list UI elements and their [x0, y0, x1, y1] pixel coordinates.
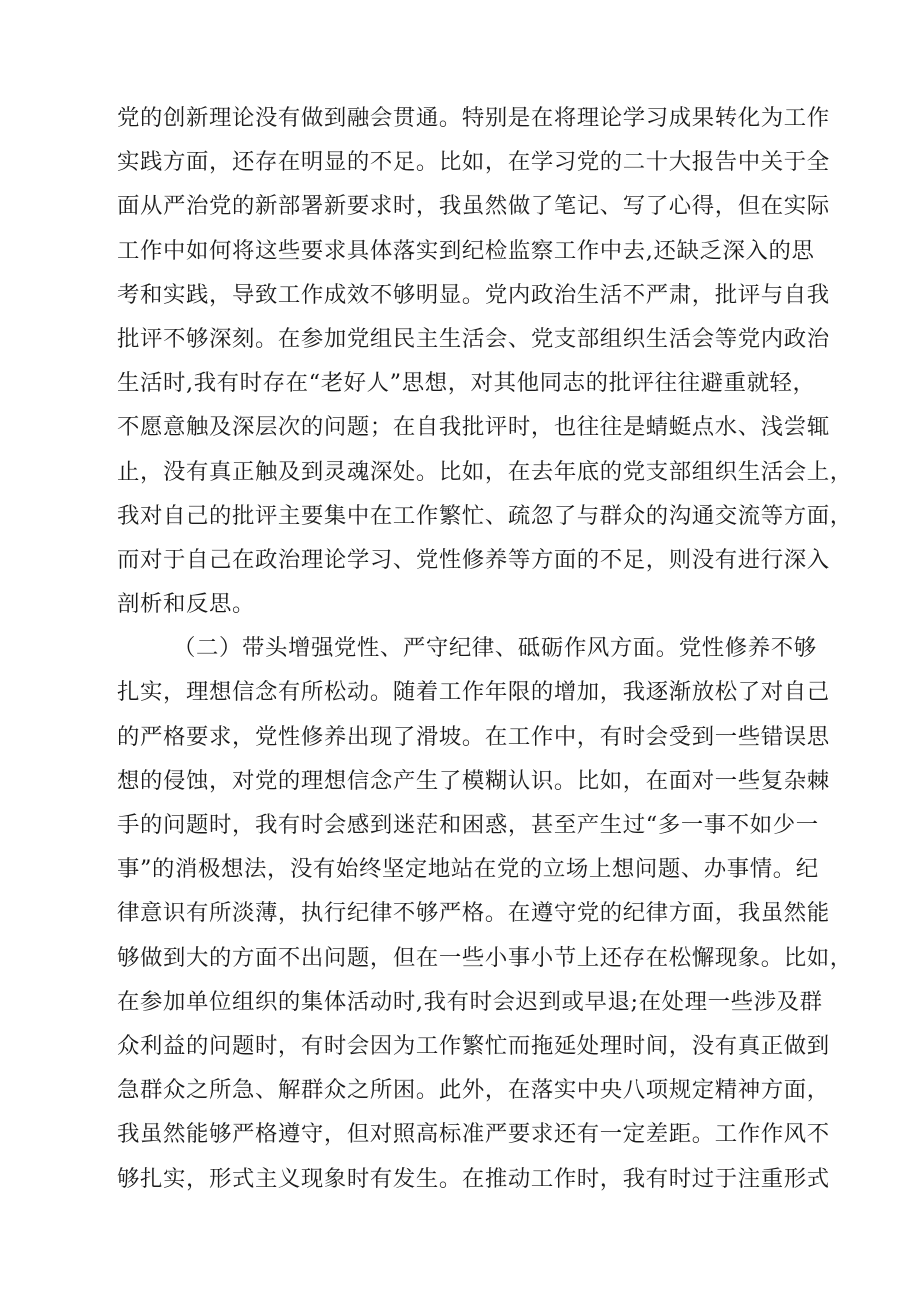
text-line: 事”的消极想法，没有始终坚定地站在党的立场上想问题、办事情。纪 — [117, 856, 819, 883]
text-line: 的严格要求，党性修养出现了滑坡。在工作中，有时会受到一些错误思 — [117, 723, 830, 750]
text-line: 够做到大的方面不出问题，但在一些小事小节上还存在松懈现象。比如， — [117, 944, 853, 971]
text-line: 够扎实，形式主义现象时有发生。在推动工作时，我有时过于注重形式 — [117, 1165, 830, 1192]
text-line: 扎实，理想信念有所松动。随着工作年限的增加，我逐渐放松了对自己 — [117, 679, 830, 706]
text-line: 急群众之所急、解群众之所困。此外，在落实中央八项规定精神方面， — [117, 1077, 830, 1104]
section-heading-line: （二）带头增强党性、严守纪律、砥砺作风方面。党性修养不够 — [173, 635, 817, 662]
text-line: 而对于自己在政治理论学习、党性修养等方面的不足，则没有进行深入 — [117, 546, 830, 573]
text-line: 剖析和反思。 — [117, 591, 255, 618]
text-line: 工作中如何将这些要求具体落实到纪检监察工作中去,还缺乏深入的思 — [117, 237, 815, 264]
text-line: 手的问题时，我有时会感到迷茫和困惑，甚至产生过“多一事不如少一 — [117, 812, 819, 838]
text-line: 止，没有真正触及到灵魂深处。比如，在去年底的党支部组织生活会上， — [117, 458, 853, 485]
text-line: 党的创新理论没有做到融会贯通。特别是在将理论学习成果转化为工作 — [117, 105, 830, 131]
text-line: 我虽然能够严格遵守，但对照高标准严要求还有一定差距。工作作风不 — [117, 1121, 830, 1148]
text-line: 不愿意触及深层次的问题；在自我批评时，也往往是蜻蜓点水、浅尝辄 — [117, 414, 830, 441]
text-line: 生活时,我有时存在“老好人”思想，对其他同志的批评往往避重就轻， — [117, 370, 816, 397]
text-line: 想的侵蚀，对党的理想信念产生了模糊认识。比如，在面对一些复杂棘 — [117, 767, 830, 794]
text-line: 批评不够深刻。在参加党组民主生活会、党支部组织生活会等党内政治 — [117, 325, 830, 352]
text-line: 面从严治党的新部署新要求时，我虽然做了笔记、写了心得，但在实际 — [117, 193, 830, 220]
text-line: 众利益的问题时，有时会因为工作繁忙而拖延处理时间，没有真正做到 — [117, 1032, 830, 1059]
text-line: 实践方面，还存在明显的不足。比如，在学习党的二十大报告中关于全 — [117, 149, 830, 176]
text-line: 律意识有所淡薄，执行纪律不够严格。在遵守党的纪律方面，我虽然能 — [117, 900, 830, 927]
text-line: 考和实践，导致工作成效不够明显。党内政治生活不严肃，批评与自我 — [117, 281, 830, 308]
body-text — [117, 96, 853, 1201]
text-line: 我对自己的批评主要集中在工作繁忙、疏忽了与群众的沟通交流等方面， — [117, 502, 853, 529]
text-line: 在参加单位组织的集体活动时,我有时会迟到或早退;在处理一些涉及群 — [117, 988, 823, 1015]
